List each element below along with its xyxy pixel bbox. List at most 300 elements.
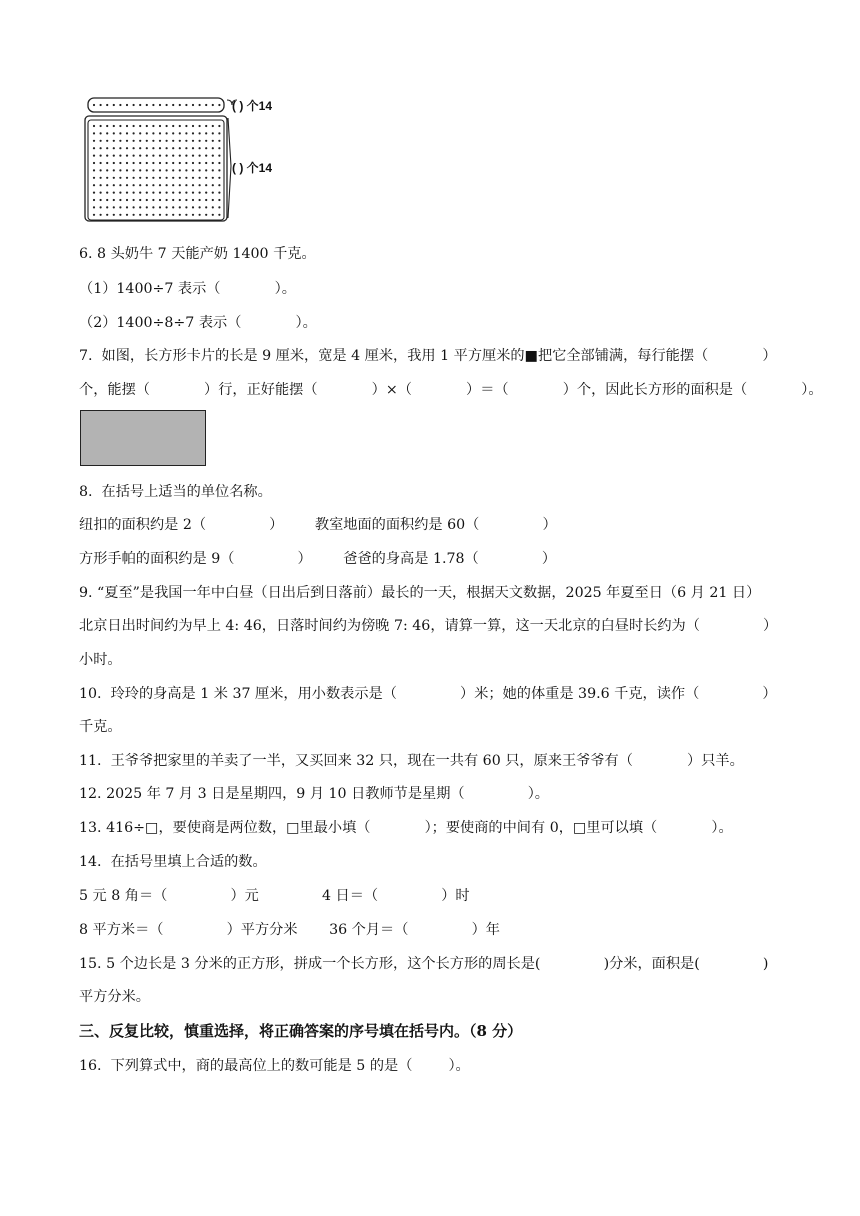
dot (172, 104, 174, 106)
dot (146, 140, 148, 142)
dot (139, 155, 141, 157)
dot (106, 104, 108, 106)
dot (139, 177, 141, 179)
dot (152, 199, 154, 201)
dot (212, 140, 214, 142)
dot (139, 140, 141, 142)
dot (152, 132, 154, 134)
dot (159, 169, 161, 171)
dot (179, 184, 181, 186)
dot (205, 162, 207, 164)
dot (166, 140, 168, 142)
dot (126, 125, 128, 127)
dot (172, 140, 174, 142)
q13: 13. 416÷□，要使商是两位数，□里最小填（ ）；要使商的中间有 0，□里可以填（ ）。 (79, 820, 733, 836)
dot (119, 184, 121, 186)
dot (218, 169, 220, 171)
dot (199, 206, 201, 208)
dot (159, 177, 161, 179)
q7-line1: 7. 如图，长方形卡片的长是 9 厘米，宽是 4 厘米，我用 1 平方厘米的■把它全部铺满，每行能摆（ ） (79, 348, 777, 364)
dot (179, 125, 181, 127)
dot (205, 140, 207, 142)
dot (199, 192, 201, 194)
dot (133, 147, 135, 149)
dot (146, 214, 148, 216)
dot (146, 162, 148, 164)
dot (192, 125, 194, 127)
dot (100, 169, 102, 171)
q7-line2: 个，能摆（ ）行，正好能摆（ ）×（ ）＝（ ）个，因此长方形的面积是（ ）。 (79, 382, 823, 398)
dot (152, 104, 154, 106)
dot (166, 199, 168, 201)
dot (139, 132, 141, 134)
dot (199, 214, 201, 216)
dot (185, 147, 187, 149)
dot (106, 177, 108, 179)
dot (146, 206, 148, 208)
dot (93, 147, 95, 149)
dot (166, 169, 168, 171)
dot (100, 206, 102, 208)
dot (205, 214, 207, 216)
dot (218, 199, 220, 201)
dot (113, 177, 115, 179)
top-row-outline (88, 98, 224, 112)
dot (93, 162, 95, 164)
dot (205, 206, 207, 208)
dot (106, 206, 108, 208)
dot (172, 214, 174, 216)
q16: 16. 下列算式中，商的最高位上的数可能是 5 的是（ ）。 (79, 1058, 470, 1074)
dot (113, 192, 115, 194)
q10-line1: 10. 玲玲的身高是 1 米 37 厘米，用小数表示是（ ）米；她的体重是 39.6 千克，读作（ ） (79, 686, 777, 702)
dot (126, 162, 128, 164)
dot (166, 206, 168, 208)
dot (100, 184, 102, 186)
dot (218, 147, 220, 149)
dot (192, 199, 194, 201)
dot (159, 206, 161, 208)
dot (113, 169, 115, 171)
dot (218, 125, 220, 127)
dot (166, 162, 168, 164)
dot (93, 177, 95, 179)
dot (133, 162, 135, 164)
q10-line2: 千克。 (79, 719, 122, 735)
dot (185, 169, 187, 171)
dot (126, 147, 128, 149)
dot (133, 199, 135, 201)
dot (185, 206, 187, 208)
dot (185, 132, 187, 134)
dot (205, 169, 207, 171)
dot (212, 184, 214, 186)
dot (172, 184, 174, 186)
dot (199, 140, 201, 142)
dot (166, 132, 168, 134)
dot (139, 206, 141, 208)
dot (205, 184, 207, 186)
dot (146, 132, 148, 134)
dot (119, 192, 121, 194)
dot (126, 214, 128, 216)
dot (119, 147, 121, 149)
dot (212, 104, 214, 106)
dot (146, 125, 148, 127)
dot (218, 140, 220, 142)
dot (205, 177, 207, 179)
dot (113, 199, 115, 201)
q14-row1: 5 元 8 角＝（ ）元 4 日＝（ ）时 (79, 888, 470, 904)
dot (192, 177, 194, 179)
dot (179, 199, 181, 201)
dot (212, 177, 214, 179)
dot (185, 214, 187, 216)
dot (185, 199, 187, 201)
dot (192, 155, 194, 157)
dot (172, 206, 174, 208)
dot (126, 155, 128, 157)
dot (159, 140, 161, 142)
dot (100, 155, 102, 157)
dot (192, 140, 194, 142)
dot (146, 177, 148, 179)
dot (179, 206, 181, 208)
dot (113, 104, 115, 106)
dot (126, 104, 128, 106)
q6-stem: 6. 8 头奶牛 7 天能产奶 1400 千克。 (79, 246, 316, 262)
dot (100, 162, 102, 164)
dot (106, 184, 108, 186)
dot (100, 192, 102, 194)
dot (133, 140, 135, 142)
q9-line3: 小时。 (79, 652, 122, 668)
dot (152, 125, 154, 127)
dot (119, 206, 121, 208)
dot (152, 177, 154, 179)
dot (126, 140, 128, 142)
dot (212, 155, 214, 157)
dot (192, 132, 194, 134)
section-3-heading: 三、反复比较，慎重选择，将正确答案的序号填在括号内。（8 分） (79, 1022, 523, 1040)
dot (139, 199, 141, 201)
dot (93, 192, 95, 194)
dot (172, 177, 174, 179)
dot (218, 177, 220, 179)
dot (185, 155, 187, 157)
dot (93, 199, 95, 201)
dot (146, 199, 148, 201)
dot (152, 147, 154, 149)
dot (119, 132, 121, 134)
dot (119, 140, 121, 142)
q15-line2: 平方分米。 (79, 989, 150, 1005)
q9-line1: 9. “夏至”是我国一年中白昼（日出后到日落前）最长的一天，根据天文数据，2025 年夏至日（6 月 21 日） (79, 585, 761, 601)
dot (100, 125, 102, 127)
dot (146, 155, 148, 157)
dot (100, 177, 102, 179)
dot (199, 147, 201, 149)
dot (106, 132, 108, 134)
dot (100, 214, 102, 216)
dot (185, 184, 187, 186)
dot (166, 155, 168, 157)
dot-row-single (93, 104, 221, 106)
dot (139, 169, 141, 171)
dot (113, 132, 115, 134)
dot (172, 192, 174, 194)
dot (185, 177, 187, 179)
dot (93, 132, 95, 134)
dot (159, 155, 161, 157)
block-outline (85, 116, 227, 221)
dot (205, 125, 207, 127)
dot (218, 192, 220, 194)
dot (106, 162, 108, 164)
dot (152, 169, 154, 171)
dot (205, 147, 207, 149)
dot (179, 162, 181, 164)
dot (152, 162, 154, 164)
dot (152, 140, 154, 142)
dot (179, 169, 181, 171)
dot (192, 192, 194, 194)
dot (166, 214, 168, 216)
dot (199, 162, 201, 164)
dot (159, 125, 161, 127)
dot (133, 206, 135, 208)
top-row-label: ( ) 个14 (232, 99, 273, 113)
q14-stem: 14. 在括号里填上合适的数。 (79, 854, 267, 870)
dot (100, 199, 102, 201)
dot (166, 192, 168, 194)
dot (199, 155, 201, 157)
dot (133, 214, 135, 216)
dot (179, 140, 181, 142)
dot (199, 199, 201, 201)
dot (212, 125, 214, 127)
dot (133, 155, 135, 157)
block-brace (228, 118, 231, 218)
dot (119, 177, 121, 179)
dot (212, 199, 214, 201)
dot (205, 104, 207, 106)
dot (93, 125, 95, 127)
dot (146, 147, 148, 149)
dot (100, 104, 102, 106)
dot (133, 104, 135, 106)
dot (139, 192, 141, 194)
dot (218, 206, 220, 208)
dot (113, 125, 115, 127)
dot (172, 169, 174, 171)
block-inner-outline (88, 120, 224, 220)
dot (106, 147, 108, 149)
dot (179, 104, 181, 106)
dot (133, 192, 135, 194)
dot (93, 169, 95, 171)
dot (119, 162, 121, 164)
dot (93, 104, 95, 106)
dot (192, 104, 194, 106)
dot (172, 125, 174, 127)
dot (166, 184, 168, 186)
dot (152, 214, 154, 216)
dot (100, 147, 102, 149)
dot (113, 206, 115, 208)
q11: 11. 王爷爷把家里的羊卖了一半，又买回来 32 只，现在一共有 60 只，原来王爷爷有（ ）只羊。 (79, 753, 744, 769)
dot (166, 177, 168, 179)
dot (199, 104, 201, 106)
dot (179, 155, 181, 157)
q9-line2: 北京日出时间约为早上 4: 46，日落时间约为傍晚 7: 46，请算一算，这一天北京的白昼时长约为（ ） (79, 618, 778, 634)
dot (126, 177, 128, 179)
q6-part1: （1）1400÷7 表示（ ）。 (79, 281, 296, 297)
dot (159, 214, 161, 216)
dot (172, 199, 174, 201)
dot (113, 162, 115, 164)
dot (133, 177, 135, 179)
dot (172, 132, 174, 134)
dot (185, 104, 187, 106)
dot (113, 147, 115, 149)
dot (179, 132, 181, 134)
dot (106, 192, 108, 194)
dot (166, 104, 168, 106)
dot (146, 192, 148, 194)
dot (113, 140, 115, 142)
q14-row2: 8 平方米＝（ ）平方分米 36 个月＝（ ）年 (79, 922, 500, 938)
dot (106, 169, 108, 171)
dot (93, 184, 95, 186)
dot (185, 162, 187, 164)
dot (179, 214, 181, 216)
dot (172, 155, 174, 157)
dot (199, 169, 201, 171)
dot (192, 214, 194, 216)
dot (126, 184, 128, 186)
dot (126, 199, 128, 201)
dot (139, 162, 141, 164)
dot (126, 169, 128, 171)
dot (205, 199, 207, 201)
dot (146, 184, 148, 186)
dot (119, 155, 121, 157)
dot (212, 147, 214, 149)
dot (192, 206, 194, 208)
dot (218, 184, 220, 186)
dot (106, 125, 108, 127)
dot (185, 140, 187, 142)
dot (212, 192, 214, 194)
dot (133, 132, 135, 134)
dot (159, 104, 161, 106)
dot (172, 162, 174, 164)
dot (199, 184, 201, 186)
dot (126, 132, 128, 134)
dot (185, 192, 187, 194)
dot (152, 192, 154, 194)
dot (212, 206, 214, 208)
dot (93, 214, 95, 216)
dot (159, 147, 161, 149)
dot (106, 199, 108, 201)
dot (212, 169, 214, 171)
q6-part2: （2）1400÷8÷7 表示（ ）。 (79, 315, 317, 331)
q15-line1: 15. 5 个边长是 3 分米的正方形，拼成一个长方形，这个长方形的周长是( )分米，面积是( ) (79, 956, 769, 972)
dot (199, 125, 201, 127)
dot (133, 169, 135, 171)
dot (218, 162, 220, 164)
dot (139, 184, 141, 186)
dot (152, 155, 154, 157)
dot (119, 214, 121, 216)
dot (192, 169, 194, 171)
dot (192, 147, 194, 149)
q8-row2: 方形手帕的面积约是 9（ ） 爸爸的身高是 1.78（ ） (79, 551, 557, 567)
dot (139, 104, 141, 106)
q8-stem: 8. 在括号上适当的单位名称。 (79, 484, 272, 500)
dot-array-figure (82, 92, 322, 224)
dot (159, 184, 161, 186)
dot-block-grid (93, 125, 221, 216)
dot (126, 192, 128, 194)
dot (93, 206, 95, 208)
dot (106, 155, 108, 157)
dot (126, 206, 128, 208)
dot (152, 206, 154, 208)
dot (146, 169, 148, 171)
dot (166, 125, 168, 127)
dot (199, 177, 201, 179)
dot (159, 162, 161, 164)
dot (172, 147, 174, 149)
dot (205, 192, 207, 194)
dot (133, 125, 135, 127)
dot (212, 162, 214, 164)
dot (205, 132, 207, 134)
dot (179, 177, 181, 179)
dot (100, 140, 102, 142)
dot (192, 184, 194, 186)
dot (166, 147, 168, 149)
dot (212, 132, 214, 134)
dot (133, 184, 135, 186)
dot (119, 169, 121, 171)
dot (159, 199, 161, 201)
dot (106, 140, 108, 142)
dot (113, 155, 115, 157)
dot (139, 147, 141, 149)
dot (113, 214, 115, 216)
dot (93, 155, 95, 157)
dot (218, 132, 220, 134)
rectangle-card-figure (80, 410, 206, 466)
q12: 12. 2025 年 7 月 3 日是星期四，9 月 10 日教师节是星期（ ）。 (79, 786, 549, 802)
q8-row1: 纽扣的面积约是 2（ ） 教室地面的面积约是 60（ ） (79, 517, 557, 533)
block-label: ( ) 个14 (232, 161, 273, 175)
dot (119, 104, 121, 106)
dot (100, 132, 102, 134)
dot (218, 155, 220, 157)
dot (185, 125, 187, 127)
dot (179, 192, 181, 194)
dot (146, 104, 148, 106)
dot (93, 140, 95, 142)
dot (159, 192, 161, 194)
dot (119, 125, 121, 127)
dot (205, 155, 207, 157)
